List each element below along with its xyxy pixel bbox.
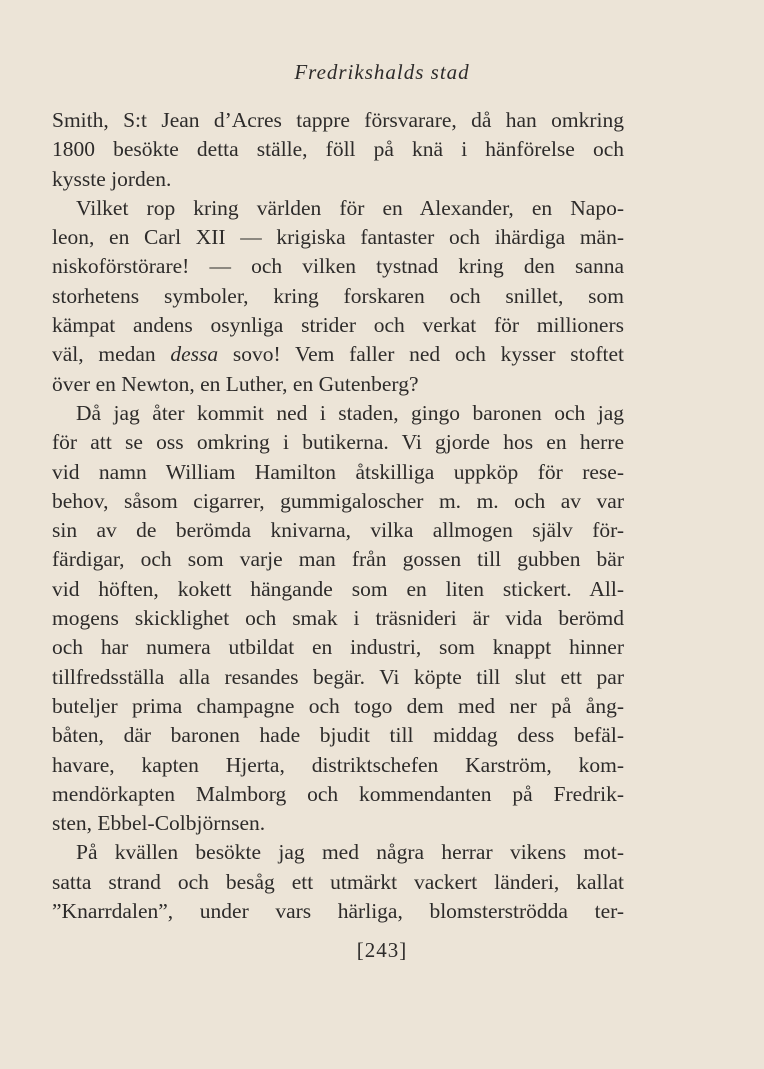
text-line: tillfredsställa alla resandes begär. Vi köpte till slut ett par bbox=[52, 664, 624, 689]
text-line: över en Newton, en Luther, en Gutenberg? bbox=[52, 371, 419, 396]
text-line: På kvällen besökte jag med några herrar vikens mot- bbox=[76, 840, 624, 865]
text-line: Smith, S:t Jean d’Acres tappre försvarare, då han omkring bbox=[52, 108, 624, 132]
text-line: båten, där baronen hade bjudit till middag dess befäl- bbox=[52, 723, 624, 748]
text-line: buteljer prima champagne och togo dem med ner på ång- bbox=[52, 693, 624, 718]
text-line: Vilket rop kring världen för en Alexander, en Napo- bbox=[76, 195, 624, 220]
text-line: leon, en Carl XII — krigiska fantaster och ihärdiga män- bbox=[52, 225, 624, 250]
text-line: för att se oss omkring i butikerna. Vi gjorde hos en herre bbox=[52, 430, 624, 455]
text-line: havare, kapten Hjerta, distriktschefen Karström, kom- bbox=[52, 752, 624, 777]
page-number: [243] bbox=[356, 938, 408, 962]
text-line: sten, Ebbel-Colbjörnsen. bbox=[52, 811, 266, 836]
text-line: sin av de berömda knivarna, vilka allmogen själv för- bbox=[52, 518, 624, 543]
text-line: kysste jorden. bbox=[52, 166, 172, 191]
text-line: storhetens symboler, kring forskaren och snillet, som bbox=[52, 283, 624, 308]
text-line: niskoförstörare! — och vilken tystnad kring den sanna bbox=[52, 254, 624, 279]
text-line: satta strand och besåg ett utmärkt vackert länderi, kallat bbox=[52, 869, 624, 894]
text-span: sovo! Vem faller ned och kysser stoftet bbox=[232, 342, 625, 367]
text-line: färdigar, och som varje man från gossen till gubben bär bbox=[52, 547, 624, 572]
text-line: mogens skicklighet och smak i träsnideri är vida berömd bbox=[52, 606, 624, 631]
text-line: vid namn William Hamilton åtskilliga uppköp för rese- bbox=[52, 459, 624, 484]
text-line bbox=[52, 340, 624, 369]
running-head: Fredrikshalds stad bbox=[294, 60, 470, 84]
text-span: väl, medan bbox=[52, 342, 156, 367]
text-line: och har numera utbildat en industri, som knappt hinner bbox=[52, 635, 624, 660]
text-line: ”Knarrdalen”, under vars härliga, blomsterströdda ter- bbox=[52, 899, 624, 924]
text-line: Då jag åter kommit ned i staden, gingo baronen och jag bbox=[76, 400, 624, 425]
text-line: vid höften, kokett hängande som en liten stickert. All- bbox=[52, 576, 624, 601]
text-line: behov, såsom cigarrer, gummigaloscher m. m. och av var bbox=[52, 488, 624, 513]
text-line: mendörkapten Malmborg och kommendanten på Fredrik- bbox=[52, 781, 624, 806]
text-line: 1800 besökte detta ställe, föll på knä i hänförelse och bbox=[52, 137, 624, 162]
italic-word: dessa bbox=[170, 342, 219, 367]
body-text bbox=[52, 106, 624, 926]
text-line: kämpat andens osynliga strider och verkat för millioners bbox=[52, 313, 624, 338]
